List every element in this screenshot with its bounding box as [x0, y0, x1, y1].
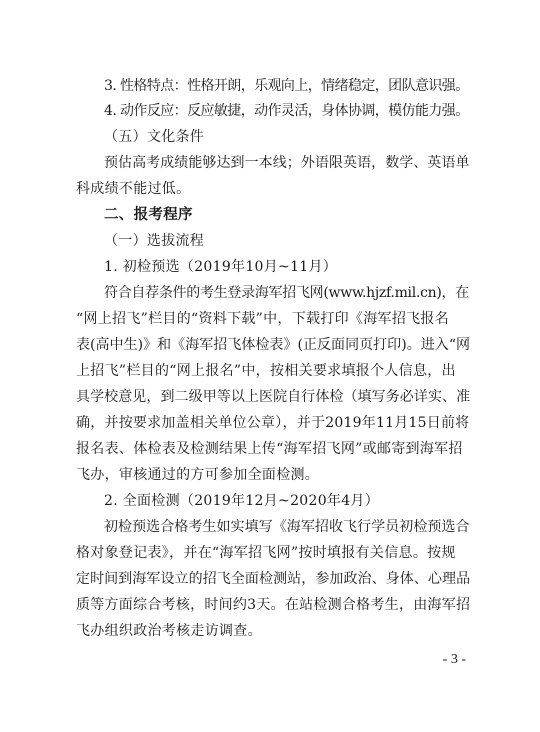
- text-line: 符合自荐条件的考生登录海军招飞网(www.hjzf.mil.cn)，在: [104, 285, 469, 301]
- text-line: 2. 全面检测（2019年12月~2020年4月）: [104, 493, 380, 509]
- text-line: 1. 初检预选（2019年10月~11月）: [104, 259, 338, 275]
- text-line: 初检预选合格考生如实填写《海军招收飞行学员初检预选合: [104, 519, 470, 535]
- section-heading: 二、报考程序: [104, 207, 193, 223]
- text-line: 4. 动作反应：反应敏捷，动作灵活，身体协调，模仿能力强。: [104, 103, 469, 119]
- text-line: 上招飞”栏目的“网上报名”中，按相关要求填报个人信息，出: [76, 363, 456, 379]
- text-line: 具学校意见，到二级甲等以上医院自行体检（填写务必详实、准: [76, 389, 471, 405]
- page-number: - 3 -: [442, 652, 466, 667]
- text-line: 飞办，审核通过的方可参加全面检测。: [76, 467, 320, 483]
- text-line: 科成绩不能过低。: [76, 181, 191, 197]
- text-line: 表(高中生)》和《海军招飞体检表》(正反面同页打印)。进入“网: [76, 337, 471, 353]
- text-line: 格对象登记表》，并在“海军招飞网”按时填报有关信息。按规: [76, 545, 456, 561]
- text-line: 报名表、体检表及检测结果上传“海军招飞网”或邮寄到海军招: [76, 441, 463, 457]
- text-line: “网上招飞”栏目的“资料下载”中，下载打印《海军招飞报名: [76, 311, 450, 327]
- text-line: 飞办组织政治考核走访调查。: [76, 623, 262, 639]
- text-line: 定时间到海军设立的招飞全面检测站，参加政治、身体、心理品: [76, 571, 471, 587]
- text-line: （五）文化条件: [104, 129, 205, 145]
- text-line: 预估高考成绩能够达到一本线；外语限英语，数学、英语单: [104, 155, 470, 171]
- subsection-heading: （一）选拔流程: [104, 233, 205, 249]
- text-line: 确，并按要求加盖相关单位公章），并于2019年11月15日前将: [76, 415, 470, 431]
- text-line: 3. 性格特点：性格开朗，乐观向上，情绪稳定，团队意识强。: [104, 78, 469, 94]
- text-line: 质等方面综合考核，时间约3天。在站检测合格考生，由海军招: [76, 597, 471, 613]
